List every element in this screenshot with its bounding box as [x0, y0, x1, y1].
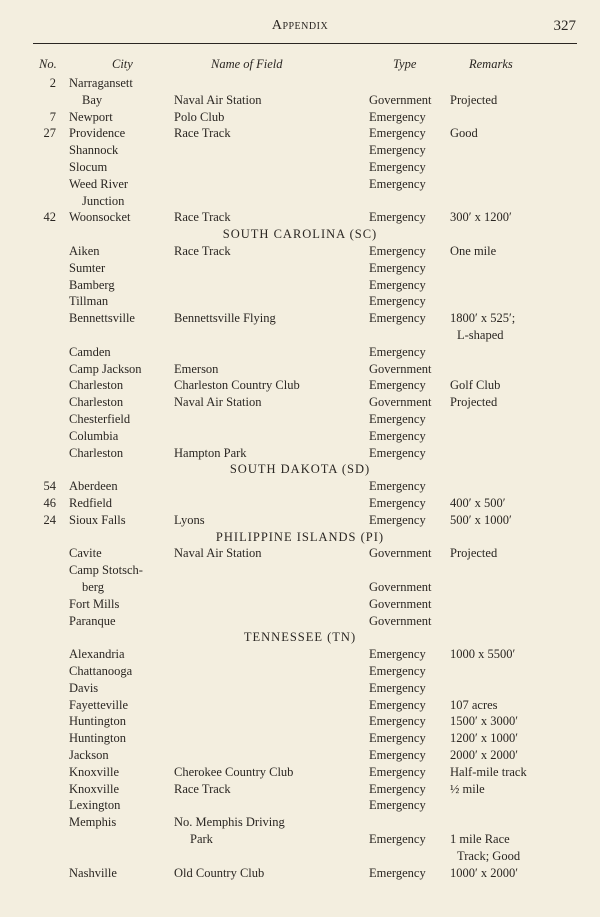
city-cell: Fort Mills	[69, 596, 120, 611]
type-cell: Emergency	[369, 428, 426, 443]
city-cell: Tillman	[69, 294, 109, 309]
column-header-no: No.	[39, 57, 57, 71]
remarks-cell: 1500′ x 3000′	[450, 714, 518, 729]
city-cell: Junction	[82, 193, 125, 208]
field-name-cell: Polo Club	[174, 109, 225, 124]
field-name-cell: Cherokee Country Club	[174, 764, 294, 779]
page-number: 327	[553, 18, 576, 34]
remarks-cell: Projected	[450, 546, 498, 561]
table-row	[0, 92, 600, 109]
city-cell: Nashville	[69, 865, 117, 880]
column-header-field: Name of Field	[211, 57, 283, 71]
remarks-cell: Good	[450, 126, 478, 141]
table-row	[0, 109, 600, 126]
city-cell: Camp Jackson	[69, 361, 142, 376]
type-cell: Emergency	[369, 143, 426, 158]
table-row	[0, 176, 600, 193]
row-number: 27	[43, 126, 56, 141]
table-row	[0, 209, 600, 226]
city-cell: Charleston	[69, 445, 124, 460]
state-heading: TENNESSEE (TN)	[243, 630, 357, 645]
type-cell: Emergency	[369, 647, 426, 662]
table-row	[0, 831, 600, 848]
row-number: 54	[43, 479, 56, 494]
table-row	[0, 310, 600, 327]
city-cell: Jackson	[69, 748, 109, 762]
city-cell: Weed River	[69, 176, 129, 191]
remarks-cell: Half-mile track	[450, 764, 527, 779]
city-cell: Woonsocket	[69, 210, 131, 225]
type-cell: Emergency	[369, 244, 426, 258]
table-row	[0, 361, 600, 378]
table-row	[0, 747, 600, 764]
type-cell: Emergency	[369, 781, 426, 796]
table-row	[0, 814, 600, 831]
table-row	[0, 159, 600, 176]
type-cell: Emergency	[369, 210, 426, 225]
table-row	[0, 865, 600, 882]
city-cell: Chattanooga	[69, 664, 133, 678]
city-cell: Aberdeen	[69, 479, 118, 494]
city-cell: Huntington	[69, 731, 126, 746]
city-cell: Newport	[69, 109, 113, 124]
remarks-cell: 107 acres	[450, 697, 498, 712]
city-cell: Charleston	[69, 378, 124, 393]
type-cell: Emergency	[369, 680, 426, 695]
table-row	[0, 344, 600, 361]
city-cell: Slocum	[69, 160, 108, 174]
table-row	[0, 713, 600, 730]
city-cell: Memphis	[69, 815, 117, 830]
remarks-cell: 1200′ x 1000′	[450, 731, 518, 746]
field-name-cell: Old Country Club	[174, 865, 265, 880]
type-cell: Emergency	[369, 731, 426, 746]
table-row	[0, 193, 600, 210]
type-cell: Emergency	[369, 798, 426, 813]
field-name-cell: Charleston Country Club	[174, 378, 300, 393]
type-cell: Emergency	[369, 260, 426, 275]
table-row	[0, 260, 600, 277]
table-row	[0, 495, 600, 512]
state-heading: SOUTH DAKOTA (SD)	[229, 462, 371, 477]
remarks-cell: Projected	[450, 395, 498, 410]
field-name-cell: Naval Air Station	[174, 92, 262, 107]
remarks-cell: Track; Good	[457, 848, 521, 863]
field-name-cell: No. Memphis Driving	[174, 815, 285, 830]
remarks-cell: 1000′ x 2000′	[450, 865, 518, 880]
state-heading: PHILIPPINE ISLANDS (PI)	[215, 529, 385, 544]
table-row	[0, 848, 600, 865]
type-cell: Government	[369, 395, 432, 410]
table-row	[0, 663, 600, 680]
type-cell: Government	[369, 92, 432, 107]
table-row	[0, 512, 600, 529]
type-cell: Emergency	[369, 109, 426, 124]
city-cell: Camp Stotsch-	[69, 563, 143, 578]
city-cell: Sioux Falls	[69, 512, 126, 527]
table-row	[0, 293, 600, 310]
city-cell: Knoxville	[69, 764, 119, 779]
table-row	[0, 411, 600, 428]
city-cell: Chesterfield	[69, 412, 131, 426]
city-cell: Knoxville	[69, 781, 119, 796]
city-cell: berg	[82, 580, 104, 594]
type-cell: Emergency	[369, 160, 426, 174]
city-cell: Shannock	[69, 143, 119, 158]
remarks-cell: One mile	[450, 244, 497, 258]
city-cell: Bennettsville	[69, 311, 135, 326]
field-name-cell: Hampton Park	[174, 445, 247, 460]
type-cell: Emergency	[369, 378, 426, 393]
table-row	[0, 797, 600, 814]
city-cell: Paranque	[69, 613, 116, 628]
field-name-cell: Race Track	[174, 781, 231, 796]
type-cell: Emergency	[369, 748, 426, 762]
type-cell: Emergency	[369, 865, 426, 880]
field-name-cell: Bennettsville Flying	[174, 311, 276, 326]
city-cell: Redfield	[69, 496, 113, 510]
remarks-cell: 500′ x 1000′	[450, 512, 512, 527]
remarks-cell: 1000 x 5500′	[450, 647, 516, 662]
type-cell: Government	[369, 613, 432, 628]
table-row	[0, 730, 600, 747]
type-cell: Emergency	[369, 294, 426, 309]
city-cell: Providence	[69, 126, 126, 141]
row-number: 7	[49, 109, 56, 124]
type-cell: Emergency	[369, 832, 426, 846]
table-row	[0, 428, 600, 445]
type-cell: Government	[369, 361, 432, 376]
table-row	[0, 243, 600, 260]
table-row	[0, 697, 600, 714]
table-row	[0, 646, 600, 663]
city-cell: Fayetteville	[69, 697, 129, 712]
city-cell: Bay	[82, 92, 103, 107]
column-header-remarks: Remarks	[469, 57, 513, 71]
field-name-cell: Emerson	[174, 361, 219, 376]
type-cell: Emergency	[369, 126, 426, 141]
type-cell: Emergency	[369, 176, 426, 191]
table-row	[0, 680, 600, 697]
city-cell: Davis	[69, 680, 99, 695]
field-name-cell: Park	[190, 832, 213, 846]
table-row	[0, 394, 600, 411]
type-cell: Emergency	[369, 277, 426, 292]
city-cell: Camden	[69, 344, 111, 359]
field-name-cell: Naval Air Station	[174, 546, 262, 561]
city-cell: Sumter	[69, 260, 106, 275]
type-cell: Emergency	[369, 479, 426, 494]
remarks-cell: L-shaped	[457, 328, 504, 342]
header-rule	[33, 43, 577, 44]
city-cell: Huntington	[69, 714, 126, 729]
city-cell: Lexington	[69, 798, 121, 813]
field-name-cell: Race Track	[174, 244, 231, 258]
remarks-cell: ½ mile	[450, 781, 485, 796]
city-cell: Bamberg	[69, 277, 115, 292]
table-row	[0, 125, 600, 142]
column-header-city: City	[112, 57, 133, 71]
row-number: 46	[43, 496, 56, 510]
city-cell: Alexandria	[69, 647, 125, 662]
type-cell: Emergency	[369, 697, 426, 712]
row-number: 42	[43, 210, 56, 225]
table-row	[0, 781, 600, 798]
table-row	[0, 142, 600, 159]
remarks-cell: 1800′ x 525′;	[450, 311, 516, 326]
table-row	[0, 545, 600, 562]
type-cell: Emergency	[369, 412, 426, 426]
table-row	[0, 764, 600, 781]
type-cell: Emergency	[369, 714, 426, 729]
table-row	[0, 75, 600, 92]
city-cell: Charleston	[69, 395, 124, 410]
table-row	[0, 579, 600, 596]
field-name-cell: Race Track	[174, 210, 231, 225]
field-name-cell: Naval Air Station	[174, 395, 262, 410]
type-cell: Emergency	[369, 512, 426, 527]
table-row	[0, 445, 600, 462]
field-name-cell: Race Track	[174, 126, 231, 141]
type-cell: Government	[369, 596, 432, 611]
table-row	[0, 596, 600, 613]
type-cell: Emergency	[369, 311, 426, 326]
table-row	[0, 613, 600, 630]
city-cell: Narragansett	[69, 76, 133, 90]
remarks-cell: 1 mile Race	[450, 832, 510, 846]
column-header-type: Type	[393, 57, 417, 71]
row-number: 2	[49, 76, 56, 90]
state-heading: SOUTH CAROLINA (SC)	[222, 227, 378, 242]
running-header: Appendix	[271, 18, 329, 33]
table-row	[0, 478, 600, 495]
type-cell: Emergency	[369, 496, 426, 510]
type-cell: Emergency	[369, 445, 426, 460]
remarks-cell: Golf Club	[450, 378, 501, 393]
remarks-cell: 300′ x 1200′	[450, 210, 512, 225]
city-cell: Columbia	[69, 428, 119, 443]
city-cell: Aiken	[69, 244, 100, 258]
remarks-cell: Projected	[450, 92, 498, 107]
table-row	[0, 377, 600, 394]
type-cell: Emergency	[369, 344, 426, 359]
remarks-cell: 400′ x 500′	[450, 496, 506, 510]
type-cell: Emergency	[369, 664, 426, 678]
type-cell: Government	[369, 580, 432, 594]
row-number: 24	[43, 512, 56, 527]
table-row	[0, 277, 600, 294]
table-row	[0, 562, 600, 579]
field-name-cell: Lyons	[174, 512, 205, 527]
table-row	[0, 327, 600, 344]
type-cell: Emergency	[369, 764, 426, 779]
type-cell: Government	[369, 546, 432, 561]
city-cell: Cavite	[69, 546, 102, 561]
remarks-cell: 2000′ x 2000′	[450, 748, 518, 762]
